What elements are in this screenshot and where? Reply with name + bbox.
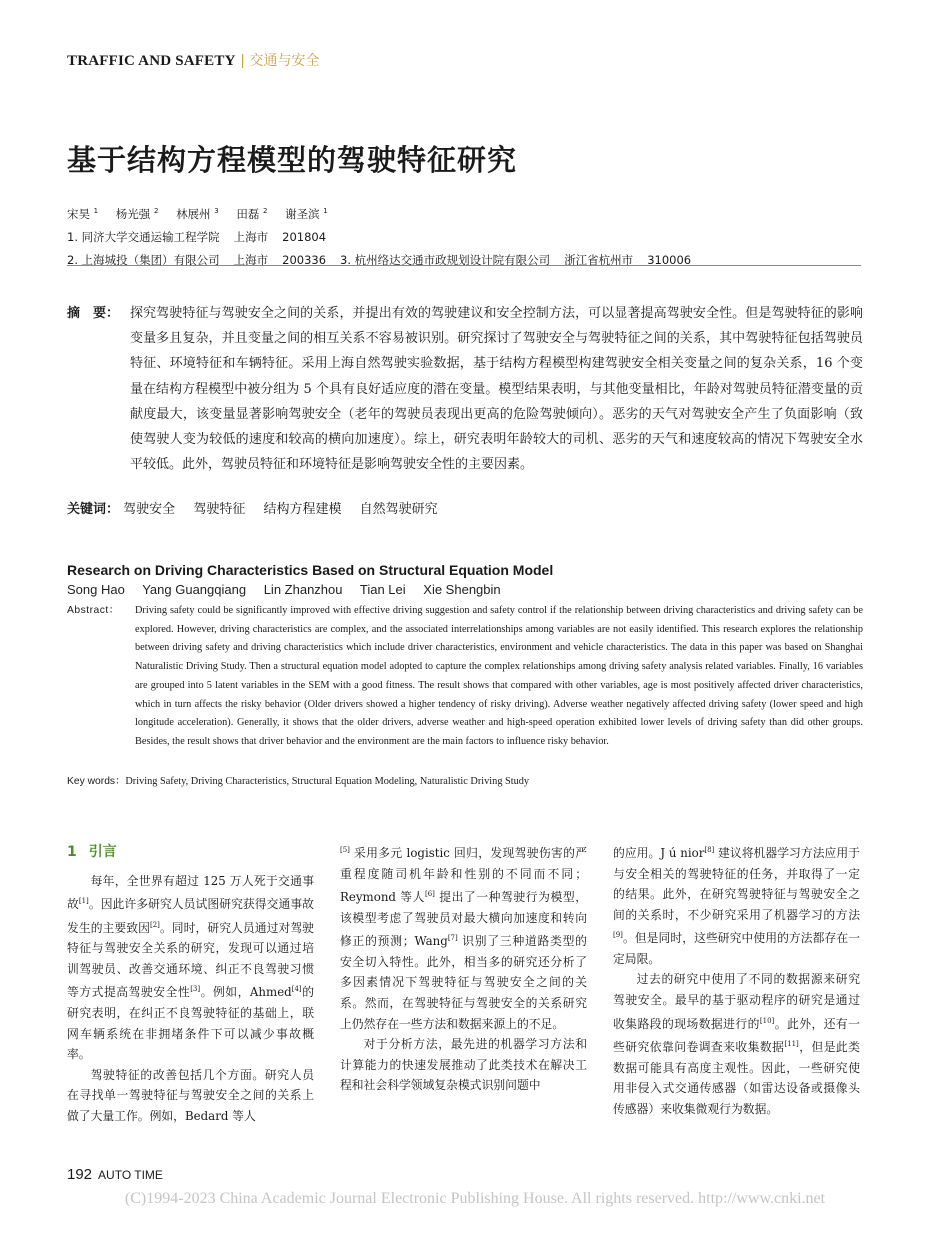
paragraph: 的应用。J ú nior[8] 建议将机器学习方法应用于与安全相关的驾驶特征的任务，并取得了一定的结果。此外，在研究驾驶特征与驾驶安全之间的关系时，不少研究采用了机器学习的方法[9]。但是同时，这些研究中使用的方法都存在一定局限。 (613, 845, 860, 966)
abstract-zh (67, 301, 863, 477)
citation: [3] (190, 985, 201, 994)
paragraph: 过去的研究中使用了不同的数据源来研究驾驶安全。最早的基于驱动程序的研究是通过收集路段的现场数据进行的[10]。此外，还有一些研究依靠问卷调查来收集数据[11]，但是此类数据可能具有高度主观性。因此，一些研究使用非侵入式交通传感器（如雷达设备或摄像头传感器）来收集微观行为数据。 (613, 972, 860, 1116)
keyword-zh: 结构方程建模 (263, 502, 342, 517)
author-zh: 宋昊 $^1$ (67, 207, 99, 221)
abstract-zh-label: 摘 要： (67, 306, 120, 321)
abstract-en-text: Driving safety could be significantly improved with effective driving suggestion and safety control if the relationship between driving characteristics and driving safety can be explored. However, driving characteristics are complex, and the associated interrelationships among variables are not easily identified. This research explores the relationship between driving safety and driving characteristics which include driver characteristics, environment and vehicle characteristics. The data in this paper was based on Shanghai Naturalistic Driving Study. Then a structural equation model adopted to capture the complex relationships among driving safety analysis related variables. Finally, 16 variables are grouped into 5 latent variables in the SEM with a good fitness. The result shows that compared with other variables, age is most positively affected driver characteristics, which in turn affects the risky behavior (Older drivers showed a higher tendency of risky driving). Adverse weather negatively affected driving safety (lower speed and high longitude acceleration). Generally, it shows that the older drivers, adverse weather and high-speed operation exhibited lower levels of driving safety than did other groups. Besides, the result shows that driver behavior and the environment are the main factors to influence risky behavior. (135, 605, 863, 747)
author-list-zh (67, 206, 342, 222)
paper-title-zh: 基于结构方程模型的驾驶特征研究 (67, 143, 518, 177)
author-en: Lin Zhanzhou (263, 582, 343, 597)
author-en: Xie Shengbin (423, 582, 501, 597)
keyword-zh: 驾驶安全 (123, 502, 176, 517)
author-en: Tian Lei (359, 582, 406, 597)
header-divider: | (240, 52, 245, 69)
author-zh: 田磊 $^2$ (236, 207, 268, 221)
keyword-zh: 自然驾驶研究 (359, 502, 438, 517)
citation: [4] (291, 985, 302, 994)
author-en: Song Hao (67, 582, 125, 597)
citation: [8] (704, 846, 715, 854)
abstract-en (67, 602, 863, 752)
body-column-3 (613, 840, 860, 1119)
keywords-zh-label: 关键词： (67, 502, 120, 517)
journal-section-zh: 交通与安全 (249, 53, 320, 69)
affiliation-line-2: 2. 上海城投（集团）有限公司 上海市 200336 3. 杭州络达交通市政规划设计院有限公司 浙江省杭州市 310006 (67, 253, 692, 267)
running-header (67, 50, 320, 70)
page-footer (67, 1166, 163, 1184)
citation: [11] (784, 1040, 799, 1049)
magazine-name: AUTO TIME (98, 1168, 163, 1182)
keywords-en (67, 772, 529, 787)
citation: [5] (340, 846, 350, 854)
author-zh: 杨光强 $^2$ (115, 207, 159, 221)
abstract-en-label: Abstract： (67, 605, 120, 616)
copyright-watermark: (C)1994-2023 China Academic Journal Electronic Publishing House. All rights reserved. http://www.cnki.net (124, 1190, 826, 1207)
author-en: Yang Guangqiang (142, 582, 247, 597)
keyword-zh: 驾驶特征 (193, 502, 246, 517)
body-column-1 (67, 842, 314, 1126)
body-column-2 (340, 840, 587, 1096)
page-number: 192 (67, 1166, 93, 1183)
author-zh: 谢圣滨 $^1$ (285, 207, 328, 221)
citation: [1] (78, 897, 89, 906)
paragraph: 对于分析方法，最先进的机器学习方法和计算能力的快速发展推动了此类技术在解决工程和社会科学领域复杂模式识别问题中 (340, 1037, 587, 1093)
author-zh: 林展州 $^3$ (176, 207, 219, 221)
header-rule (67, 265, 861, 266)
keywords-en-label: Key words： (67, 776, 126, 787)
paragraph: 每年，全世界有超过 125 万人死于交通事故[1]。因此许多研究人员试图研究获得交通事故发生的主要致因[2]。同时，研究人员通过对驾驶特征与驾驶安全关系的研究，发现可以通过培训驾驶员、改善交通环境、纠正不良驾驶习惯等方式提高驾驶安全性[3]。例如，Ahmed[4]的研究表明，在纠正不良驾驶特征的基础上，联网车辆系统在非拥堵条件下可以减少事故概率。 (67, 873, 314, 1062)
section-number: 1 (67, 844, 77, 860)
citation: [10] (759, 1016, 775, 1025)
citation: [2] (149, 920, 160, 929)
paper-title-en: Research on Driving Characteristics Based on Structural Equation Model (67, 562, 554, 578)
keywords-en-text: Driving Safety, Driving Characteristics, Structural Equation Modeling, Naturalistic Driving Study (125, 776, 530, 787)
abstract-zh-text: 探究驾驶特征与驾驶安全之间的关系，并提出有效的驾驶建议和安全控制方法，可以显著提高驾驶安全性。但是驾驶特征的影响变量多且复杂，并且变量之间的相互关系不容易被识别。研究探讨了驾驶安全与驾驶特征之间的关系，其中驾驶特征包括驾驶员特征、环境特征和车辆特征。采用上海自然驾驶实验数据，基于结构方程模型构建驾驶安全相关变量之间的复杂关系，16 个变量在结构方程模型中被分组为 5 个具有良好适应度的潜在变量。模型结果表明，与其他变量相比，年龄对驾驶员特征潜变量的贡献度最大，该变量显著影响驾驶安全（老年的驾驶员表现出更高的危险驾驶倾向）。恶劣的天气对驾驶安全产生了负面影响（致使驾驶人变为较低的速度和较高的横向加速度）。综上，研究表明年龄较大的司机、恶劣的天气和速度较高的情况下驾驶安全水平较低。此外，驾驶员特征和环境特征是影响驾驶安全性的主要因素。 (130, 306, 863, 473)
citation: [9] (613, 931, 623, 940)
citation: [6] (425, 890, 435, 899)
section-title: 引言 (88, 844, 117, 860)
author-list-en (67, 582, 515, 597)
citation: [7] (447, 934, 458, 943)
journal-section-en: TRAFFIC AND SAFETY (67, 53, 236, 69)
affiliation-line-1: 1. 同济大学交通运输工程学院 上海市 201804 (67, 230, 327, 244)
paragraph: [5] 采用多元 logistic 回归，发现驾驶伤害的严重程度随司机年龄和性别的不同而不同；Reymond 等人[6] 提出了一种驾驶行为模型，该模型考虑了驾驶员对最大横向加速度和转向修正的预测；Wang[7] 识别了三种道路类型的安全切入特性。此外，相当多的研究还分析了多因素情况下驾驶特征与驾驶安全之间的关系。然而，在驾驶特征与驾驶安全的关系研究上仍然存在一些方法和数据来源上的不足。 (340, 845, 587, 1031)
keywords-zh (67, 498, 452, 517)
paragraph: 驾驶特征的改善包括几个方面。研究人员在寻找单一驾驶特征与驾驶安全之间的关系上做了大量工作。例如，Bedard 等人 (67, 1067, 314, 1123)
section-heading (67, 842, 314, 863)
